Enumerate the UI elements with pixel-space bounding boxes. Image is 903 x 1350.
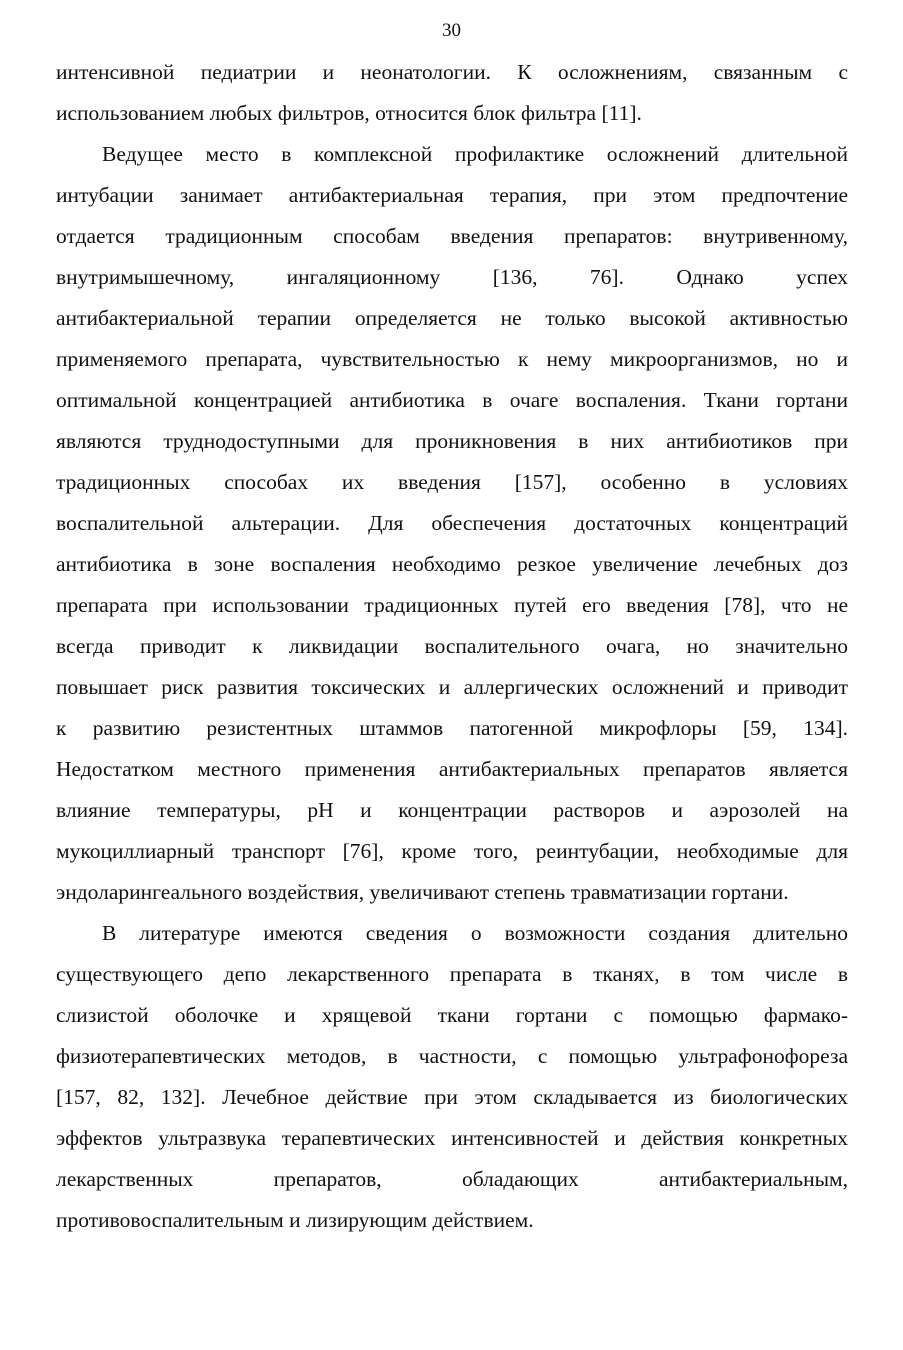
text-line: эндоларингеального воздействия, увеличивают степень травматизации гортани.	[56, 880, 789, 904]
text-line: традиционных способах их введения [157], особенно в условиях	[56, 470, 848, 494]
text-line: антибиотика в зоне воспаления необходимо резкое увеличение лечебных доз	[56, 552, 848, 576]
text-line: противовоспалительным и лизирующим действием.	[56, 1208, 534, 1232]
text-line: оптимальной концентрацией антибиотика в очаге воспаления. Ткани гортани	[56, 388, 848, 412]
text-line: Недостатком местного применения антибактериальных препаратов является	[56, 757, 848, 781]
text-line: к развитию резистентных штаммов патогенной микрофлоры [59, 134].	[56, 716, 848, 740]
text-line: физиотерапевтических методов, в частности, с помощью ультрафонофореза	[56, 1044, 848, 1068]
text-line: интенсивной педиатрии и неонатологии. К осложнениям, связанным с	[56, 60, 848, 84]
text-line: мукоциллиарный транспорт [76], кроме того, реинтубации, необходимые для	[56, 839, 848, 863]
text-line: интубации занимает антибактериальная терапия, при этом предпочтение	[56, 183, 848, 207]
text-line: слизистой оболочке и хрящевой ткани гортани с помощью фармако-	[56, 1003, 848, 1027]
text-line: повышает риск развития токсических и аллергических осложнений и приводит	[56, 675, 848, 699]
text-line: использованием любых фильтров, относится блок фильтра [11].	[56, 101, 642, 125]
text-line: препарата при использовании традиционных путей его введения [78], что не	[56, 593, 848, 617]
text-line: В литературе имеются сведения о возможности создания длительно	[102, 921, 848, 945]
text-line: являются труднодоступными для проникновения в них антибиотиков при	[56, 429, 848, 453]
text-line: всегда приводит к ликвидации воспалительного очага, но значительно	[56, 634, 848, 658]
text-line: воспалительной альтерации. Для обеспечения достаточных концентраций	[56, 511, 848, 535]
text-line: отдается традиционным способам введения препаратов: внутривенному,	[56, 224, 848, 248]
page-number: 30	[442, 20, 461, 41]
text-line: существующего депо лекарственного препарата в тканях, в том числе в	[56, 962, 848, 986]
text-line: влияние температуры, pH и концентрации растворов и аэрозолей на	[56, 798, 848, 822]
body-text	[56, 52, 848, 1241]
text-line: Ведущее место в комплексной профилактике осложнений длительной	[102, 142, 848, 166]
text-line: эффектов ультразвука терапевтических интенсивностей и действия конкретных	[56, 1126, 848, 1150]
text-line: лекарственных препаратов, обладающих антибактериальным,	[56, 1167, 848, 1191]
text-line: применяемого препарата, чувствительностью к нему микроорганизмов, но и	[56, 347, 848, 371]
text-line: антибактериальной терапии определяется не только высокой активностью	[56, 306, 848, 330]
text-line: [157, 82, 132]. Лечебное действие при этом складывается из биологических	[56, 1085, 848, 1109]
text-line: внутримышечному, ингаляционному [136, 76]. Однако успех	[56, 265, 848, 289]
